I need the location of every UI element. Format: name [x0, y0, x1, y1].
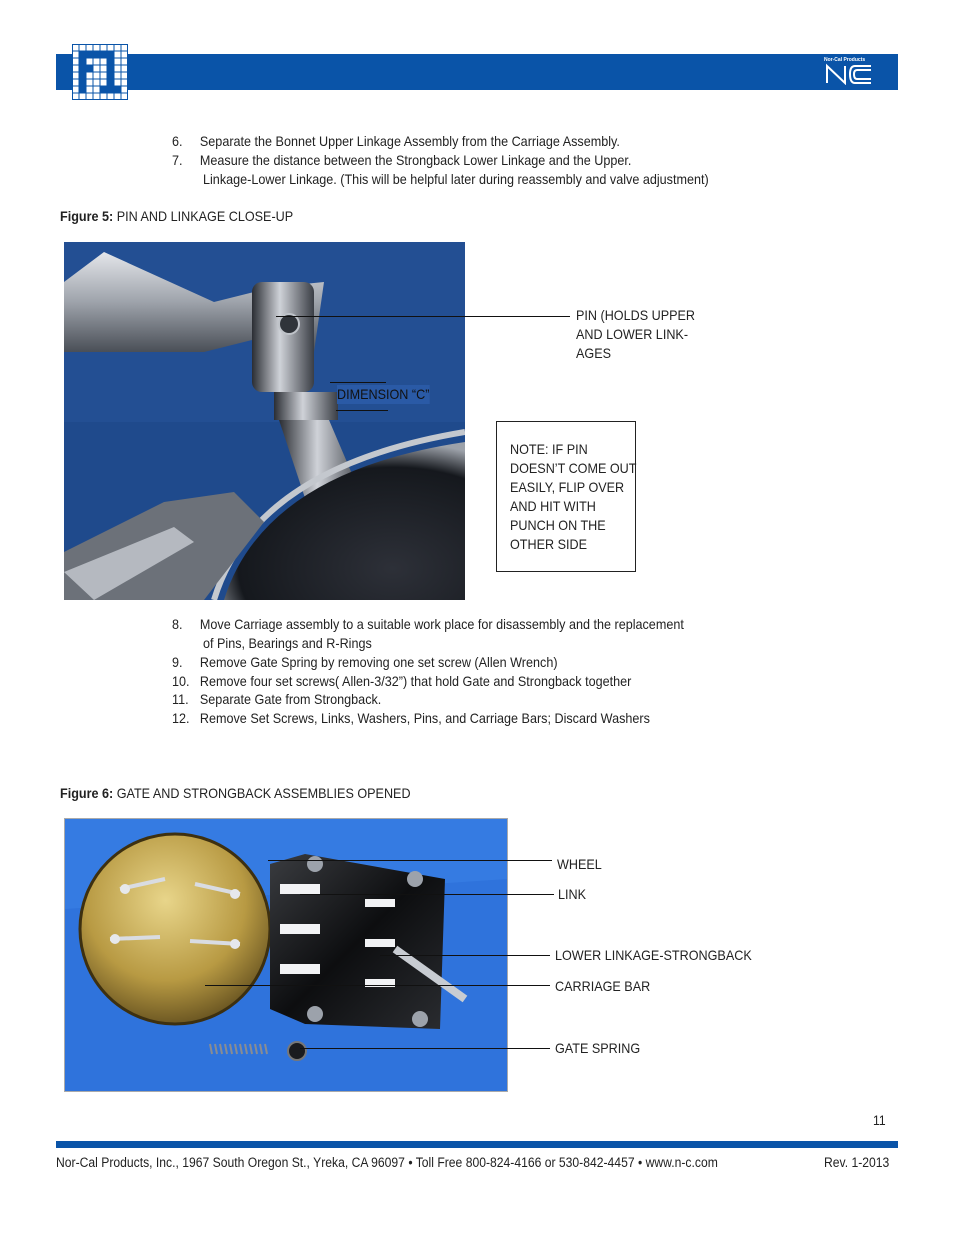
note-line-1: NOTE: IF PIN [510, 441, 588, 457]
pin-callout-line-1: PIN (HOLDS UPPER [576, 307, 696, 323]
step-number: 9. [172, 654, 183, 670]
note-text [510, 440, 636, 554]
step-text: Remove Gate Spring by removing one set screw (Allen Wrench) [199, 654, 558, 670]
pin-callout-line-2: AND LOWER LINK- [576, 326, 689, 342]
figure-5-caption [60, 208, 293, 224]
figure-title: PIN AND LINKAGE CLOSE-UP [116, 208, 294, 224]
figure-label: Figure 6: [60, 785, 114, 801]
carriage-bar-callout-line [205, 985, 550, 986]
header-bar [56, 54, 898, 90]
wheel-callout: WHEEL [557, 856, 602, 872]
note-line-4: AND HIT WITH [510, 498, 596, 514]
page-number: 11 [873, 1113, 886, 1128]
step-7 [172, 151, 632, 170]
link-callout: LINK [558, 886, 587, 902]
steps-group-b [172, 615, 872, 735]
step-7-continued: Linkage-Lower Linkage. (This will be helpful later during reassembly and valve adjustment) [203, 171, 709, 187]
pin-linkage-photo [64, 242, 465, 600]
footer-address: Nor-Cal Products, Inc., 1967 South Oregon St., Yreka, CA 96097 • Toll Free 800-824-4166 or 530-842-4457 • www.n-c.com [56, 1155, 718, 1170]
step-12 [172, 709, 650, 728]
step-10 [172, 672, 632, 691]
dimension-c-label: DIMENSION “C” [337, 386, 430, 402]
step-number: 12. [172, 710, 190, 726]
link-callout-line [300, 894, 554, 895]
step-8-continued: of Pins, Bearings and R-Rings [203, 635, 372, 651]
step-text: Remove four set screws( Allen-3/32”) that hold Gate and Strongback together [199, 673, 632, 689]
step-text: Separate Gate from Strongback. [199, 691, 382, 707]
note-line-6: OTHER SIDE [510, 536, 588, 552]
note-line-3: EASILY, FLIP OVER [510, 479, 625, 495]
lower-linkage-callout: LOWER LINKAGE-STRONGBACK [555, 947, 752, 963]
lower-linkage-callout-line [380, 955, 550, 956]
pin-callout-line [276, 316, 570, 317]
figure-5-photo [64, 242, 465, 600]
pin-callout-line-3: AGES [576, 345, 612, 361]
footer-bar [56, 1141, 898, 1148]
step-number: 8. [172, 616, 183, 632]
gate-spring-callout: GATE SPRING [555, 1040, 641, 1056]
dimension-top-line [330, 382, 386, 383]
figure-6-caption [60, 785, 411, 801]
nc-logo-icon [824, 63, 874, 85]
carriage-bar-callout: CARRIAGE BAR [555, 978, 651, 994]
step-11 [172, 690, 382, 709]
step-6 [172, 132, 620, 151]
dimension-bottom-line [336, 410, 388, 411]
step-text: Separate the Bonnet Upper Linkage Assembly from the Carriage Assembly. [199, 133, 620, 149]
step-text: Measure the distance between the Strongback Lower Linkage and the Upper. [199, 152, 632, 168]
company-logo [72, 44, 128, 100]
note-line-5: PUNCH ON THE [510, 517, 606, 533]
step-number: 7. [172, 152, 183, 168]
brand-small-text: Nor-Cal Products [824, 57, 866, 63]
gate-spring-callout-line [300, 1048, 550, 1049]
step-number: 10. [172, 673, 190, 689]
logo-grid-icon [72, 44, 128, 100]
step-number: 6. [172, 133, 183, 149]
wheel-callout-line [268, 860, 552, 861]
footer-revision: Rev. 1-2013 [824, 1155, 890, 1170]
note-line-2: DOESN’T COME OUT [510, 460, 637, 476]
step-9 [172, 653, 558, 672]
nc-logo [824, 57, 878, 87]
step-8 [172, 615, 684, 634]
step-number: 11. [172, 691, 189, 707]
step-text: Remove Set Screws, Links, Washers, Pins, and Carriage Bars; Discard Washers [199, 710, 650, 726]
step-text: Move Carriage assembly to a suitable work place for disassembly and the replacement [199, 616, 684, 632]
pin-callout [576, 306, 695, 363]
figure-title: GATE AND STRONGBACK ASSEMBLIES OPENED [116, 785, 411, 801]
figure-label: Figure 5: [60, 208, 114, 224]
